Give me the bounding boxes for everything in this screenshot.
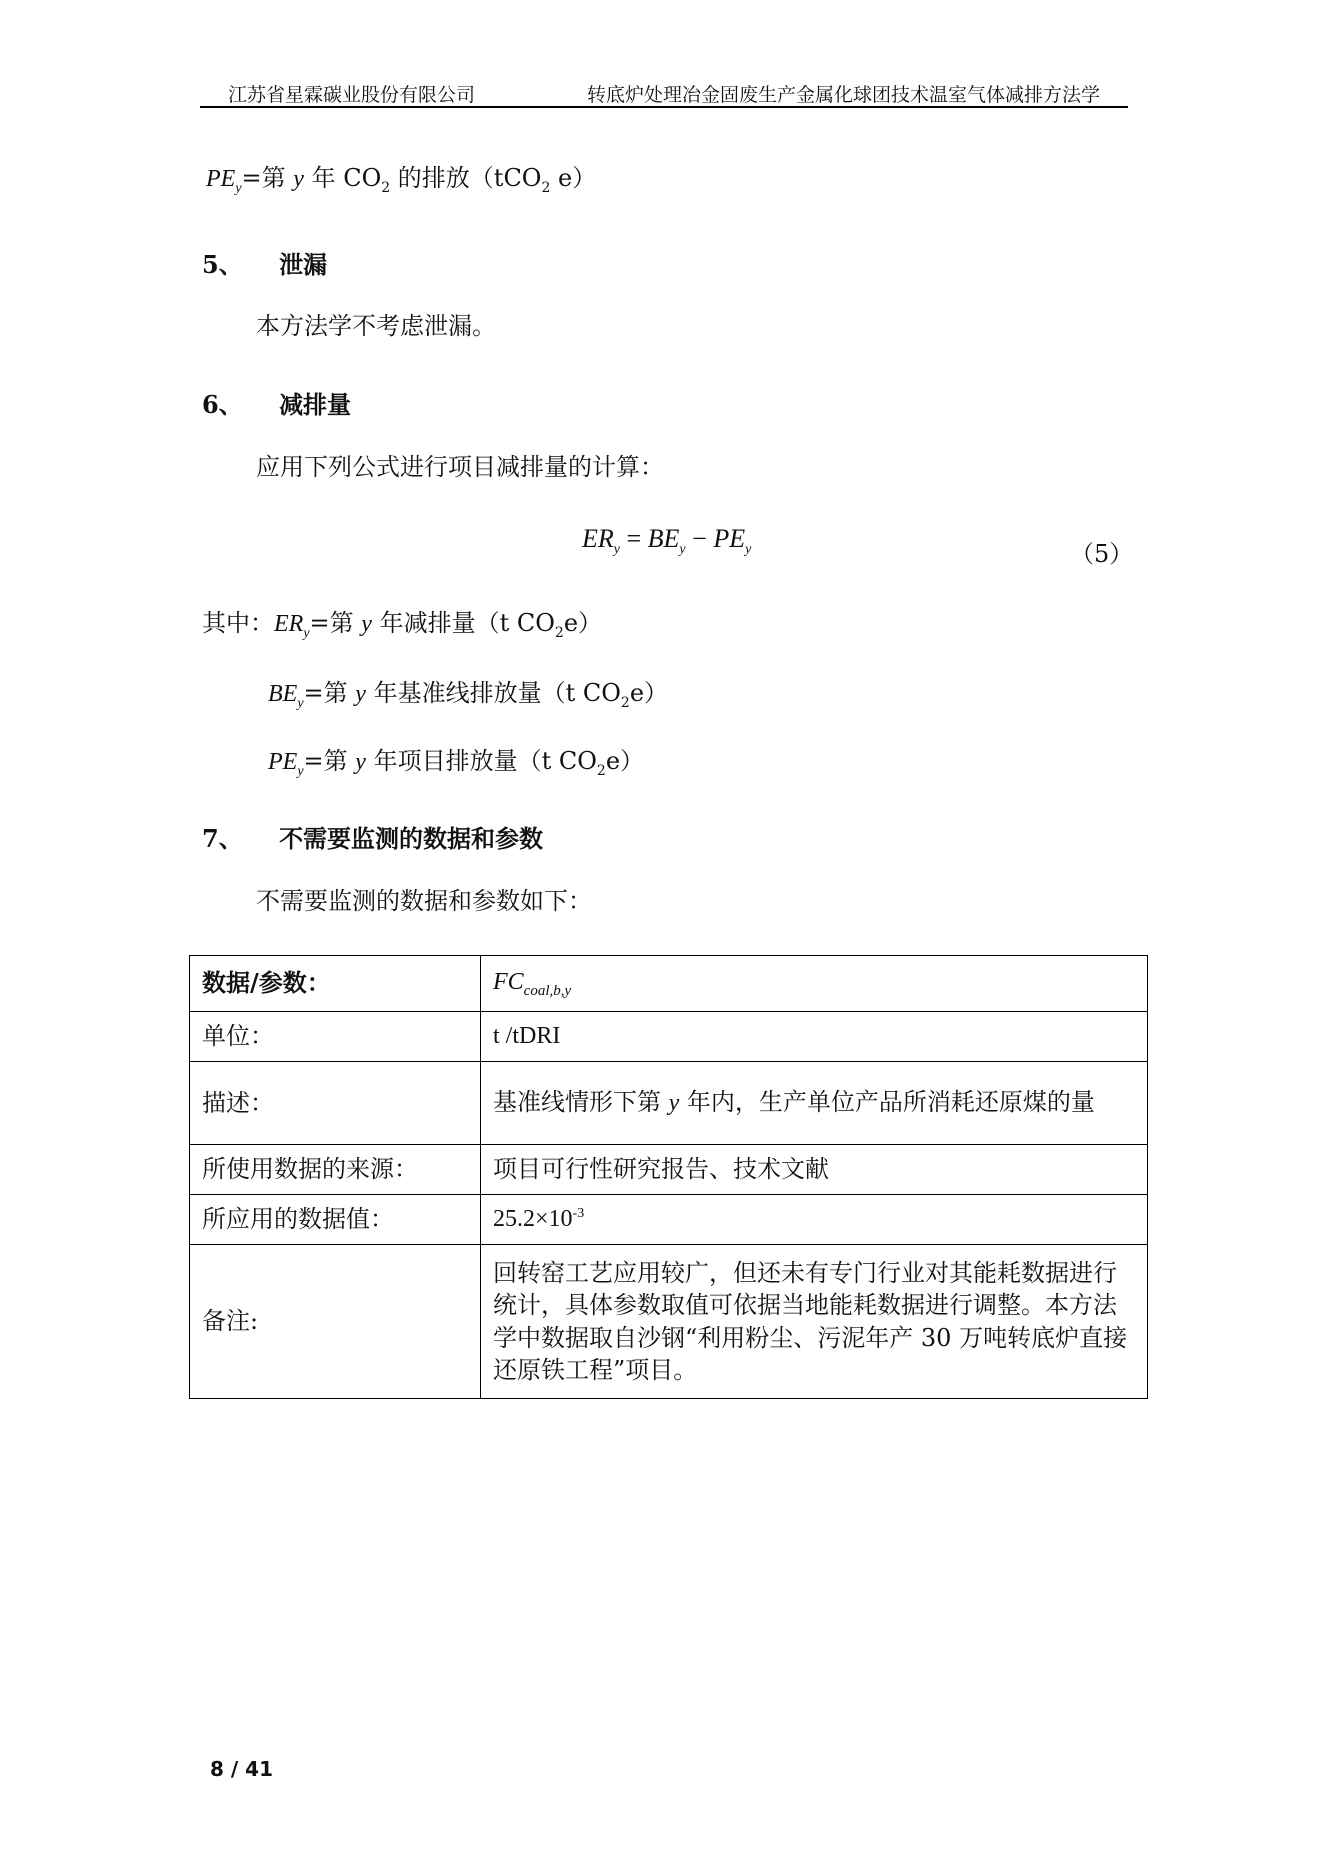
note-label: 备注: <box>190 1245 481 1399</box>
value-cell <box>481 1195 1148 1245</box>
eq-minus: − <box>685 524 714 553</box>
eq-equals: = <box>619 524 648 553</box>
section6-number: 6、 <box>202 390 243 419</box>
table-row <box>190 1245 1148 1399</box>
section7-intro: 不需要监测的数据和参数如下： <box>256 887 592 915</box>
equation-number: （5） <box>1070 540 1134 568</box>
be-var: y <box>355 681 366 707</box>
value-exponent: -3 <box>572 1206 585 1222</box>
er-text-b: 年减排量（t CO <box>371 609 555 637</box>
pe-text-d: e） <box>550 164 597 192</box>
page-number: 8 / 41 <box>210 1757 273 1781</box>
be-text-c: e） <box>629 679 669 707</box>
table-row <box>190 1062 1148 1145</box>
param-subscript: coal,b,y <box>523 983 572 1000</box>
table-row <box>190 1195 1148 1245</box>
source-value: 项目可行性研究报告、技术文献 <box>481 1145 1148 1195</box>
eq-pe-sub: y <box>745 542 752 558</box>
param-symbol: FC <box>493 969 524 996</box>
er-symbol: ER <box>274 611 304 637</box>
table-row <box>190 956 1148 1012</box>
pe2-text-b: 年项目排放量（t CO <box>365 747 597 775</box>
pe2-text-c: e） <box>605 747 645 775</box>
section5-text: 本方法学不考虑泄漏。 <box>256 312 496 340</box>
desc-label: 描述： <box>190 1062 481 1145</box>
section5-heading <box>202 245 327 280</box>
pe2-var: y <box>355 749 366 775</box>
be-text-a: =第 <box>303 679 356 707</box>
param-value <box>481 956 1148 1012</box>
desc-text-b: 年内，生产单位产品所消耗还原煤的量 <box>679 1088 1095 1117</box>
eq-er-sub: y <box>613 542 620 558</box>
section5-title: 泄漏 <box>279 250 328 279</box>
be-co2-sub: 2 <box>620 694 630 711</box>
er-text-c: e） <box>563 609 603 637</box>
param-label: 数据/参数： <box>190 956 481 1012</box>
er-var: y <box>361 611 372 637</box>
be-sub: y <box>297 695 304 711</box>
pe-var: y <box>293 166 304 192</box>
section5-number: 5、 <box>202 250 243 279</box>
equation-5 <box>582 524 751 558</box>
er-co2-sub: 2 <box>554 624 564 641</box>
pe-subscript: y <box>235 180 242 196</box>
desc-text-a: 基准线情形下第 <box>493 1088 669 1117</box>
pe-text-b: 年 CO <box>303 164 382 192</box>
eq-be-sub: y <box>679 542 686 558</box>
unit-label: 单位： <box>190 1012 481 1062</box>
parameter-table <box>189 955 1148 1399</box>
header-doc-title: 转底炉处理冶金固废生产金属化球团技术温室气体减排方法学 <box>586 84 1100 106</box>
table-row <box>190 1012 1148 1062</box>
section6-intro: 应用下列公式进行项目减排量的计算： <box>256 453 664 481</box>
section7-title: 不需要监测的数据和参数 <box>279 824 544 853</box>
value-label: 所应用的数据值： <box>190 1195 481 1245</box>
where-label: 其中： <box>202 609 274 637</box>
table-row <box>190 1145 1148 1195</box>
where-line-pe <box>268 749 644 779</box>
er-sub: y <box>303 625 310 641</box>
er-text-a: =第 <box>309 609 362 637</box>
where-line-er <box>202 611 602 641</box>
page-header <box>200 80 1128 108</box>
pe-co2-sub: 2 <box>381 179 391 196</box>
eq-er: ER <box>582 524 614 553</box>
desc-var: y <box>668 1090 680 1117</box>
pe-unit-sub: 2 <box>541 179 551 196</box>
where-line-be <box>268 681 668 711</box>
pe-text-c: 的排放（tCO <box>390 164 542 192</box>
section6-title: 减排量 <box>279 390 352 419</box>
pe2-sub: y <box>297 763 304 779</box>
section7-number: 7、 <box>202 824 243 853</box>
eq-pe: PE <box>713 524 746 553</box>
value-base: 25.2×10 <box>493 1206 573 1233</box>
section6-heading <box>202 385 351 420</box>
section7-heading <box>202 819 543 854</box>
pe-definition <box>206 166 596 196</box>
pe2-co2-sub: 2 <box>596 762 606 779</box>
eq-be: BE <box>647 524 680 553</box>
pe2-text-a: =第 <box>303 747 356 775</box>
pe-text-a: =第 <box>241 164 294 192</box>
pe2-symbol: PE <box>268 749 298 775</box>
desc-value <box>481 1062 1148 1145</box>
source-label: 所使用数据的来源： <box>190 1145 481 1195</box>
be-text-b: 年基准线排放量（t CO <box>365 679 621 707</box>
note-value: 回转窑工艺应用较广，但还未有专门行业对其能耗数据进行统计，具体参数取值可依据当地能耗数据进行调整。本方法学中数据取自沙钢“利用粉尘、污泥年产 30 万吨转底炉直接还原铁工程”项目。 <box>481 1245 1148 1399</box>
pe-symbol: PE <box>206 166 236 192</box>
unit-value: t /tDRI <box>481 1012 1148 1062</box>
header-company: 江苏省星霖碳业股份有限公司 <box>228 84 476 106</box>
be-symbol: BE <box>268 681 298 707</box>
